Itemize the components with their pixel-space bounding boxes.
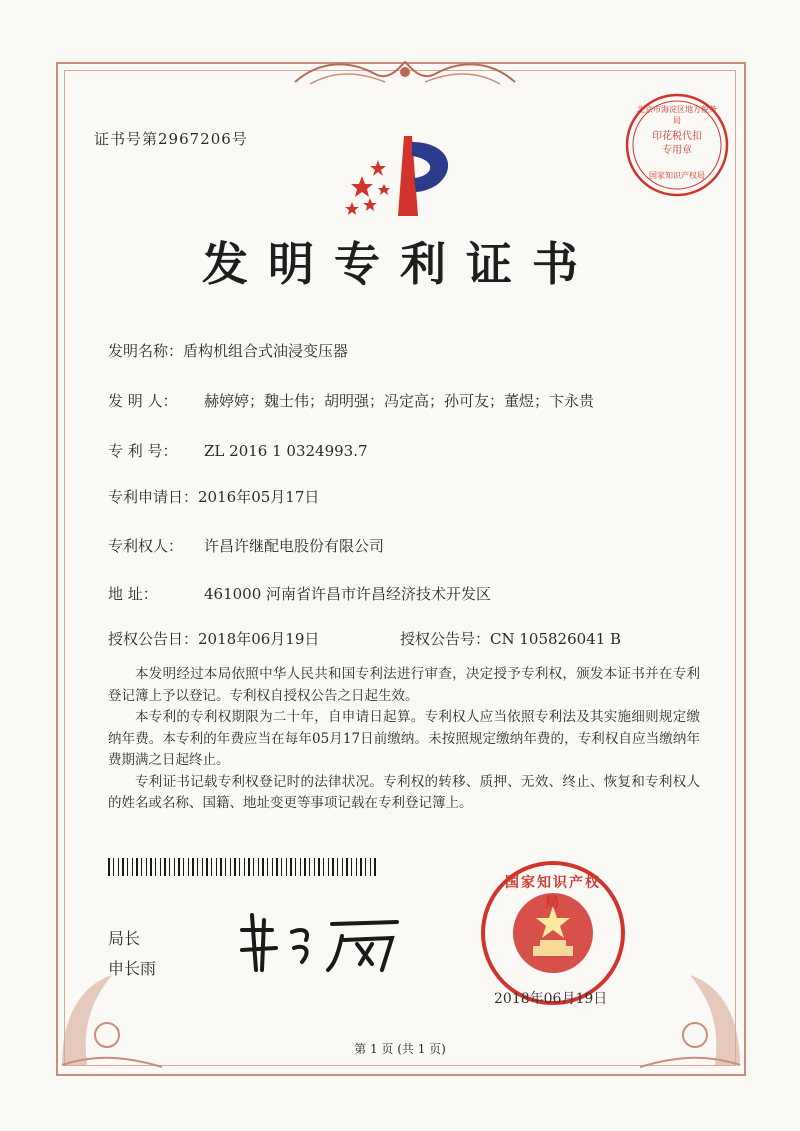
body-text [108, 664, 700, 815]
field-filing-date [108, 486, 319, 507]
barcode-bar [220, 858, 222, 876]
barcode-bar [174, 858, 175, 876]
barcode-bar [225, 858, 226, 876]
field-value: 盾构机组合式油浸变压器 [183, 342, 349, 360]
barcode-bar [262, 858, 264, 876]
barcode-bar [267, 858, 268, 876]
field-patentee [108, 535, 384, 556]
field-value: ZL 2016 1 0324993.7 [204, 442, 368, 460]
barcode-bar [286, 858, 287, 876]
barcode-bar [122, 858, 124, 876]
barcode-bar [150, 858, 152, 876]
cnipa-logo [338, 128, 468, 228]
field-value: 2018年06月19日 [198, 630, 320, 648]
barcode-bar [127, 858, 128, 876]
field-value: 赫婷婷；魏士伟；胡明强；冯定高；孙可友；董煜；卞永贵 [204, 392, 595, 410]
barcode-bar [178, 858, 180, 876]
barcode-bar [370, 858, 371, 876]
paragraph-1: 本发明经过本局依照中华人民共和国专利法进行审查，决定授予专利权，颁发本证书并在专利登记簿上予以登记。专利权自授权公告之日起生效。 [108, 666, 700, 704]
barcode-bar [155, 858, 156, 876]
barcode-bar [141, 858, 142, 876]
field-address [108, 583, 491, 604]
certificate-number: 证书号第2967206号 [94, 130, 248, 148]
barcode-bar [304, 858, 306, 876]
barcode-bar [197, 858, 198, 876]
barcode-bar [300, 858, 301, 876]
handwritten-signature [232, 900, 412, 980]
field-value: 许昌许继配电股份有限公司 [204, 537, 385, 555]
barcode-bar [230, 858, 231, 876]
barcode-bar [314, 858, 315, 876]
barcode-bar [234, 858, 236, 876]
field-invention-name [108, 340, 348, 361]
barcode-bar [328, 858, 329, 876]
tax-seal-bottom-text: 国家知识产权局 [649, 171, 705, 180]
seal-date: 2018年06月19日 [494, 991, 608, 1007]
field-label: 地 址： [108, 585, 158, 603]
barcode-bar [323, 858, 324, 876]
field-label: 授权公告日： [108, 630, 199, 648]
field-label: 专 利 号： [108, 442, 178, 460]
barcode-bar [244, 858, 245, 876]
field-label: 发 明 人： [108, 392, 178, 410]
barcode-bar [113, 858, 114, 876]
barcode-bar [118, 858, 119, 876]
official-seal-text: 国家知识产权局 [505, 875, 601, 911]
top-ornament [290, 56, 520, 92]
signer-name: 申长雨 [108, 959, 157, 978]
barcode-bar [248, 858, 250, 876]
barcode-bar [253, 858, 254, 876]
official-seal [478, 858, 628, 1008]
barcode-bar [281, 858, 282, 876]
barcode-bar [206, 858, 208, 876]
barcode-bar [295, 858, 296, 876]
barcode-bar [342, 858, 343, 876]
field-grant-date [108, 628, 319, 649]
barcode-bar [356, 858, 357, 876]
barcode-bar [290, 858, 292, 876]
barcode-bar [192, 858, 194, 876]
barcode-bar [258, 858, 259, 876]
paragraph-3: 专利证书记载专利权登记时的法律状况。专利权的转移、质押、无效、终止、恢复和专利权人的姓名或名称、国籍、地址变更等事项记载在专利登记簿上。 [108, 773, 700, 811]
barcode-bar [216, 858, 217, 876]
field-inventors [108, 390, 594, 411]
field-value: 461000 河南省许昌市许昌经济技术开发区 [204, 585, 492, 603]
barcode-bar [183, 858, 184, 876]
field-label: 专利权人： [108, 537, 184, 555]
barcode-bar [202, 858, 203, 876]
tax-seal-center-text: 印花税代扣专用章 [652, 131, 702, 156]
barcode [108, 858, 378, 876]
barcode-bar [132, 858, 133, 876]
certificate-title: 发明专利证书 [202, 237, 598, 291]
barcode-bar [276, 858, 278, 876]
barcode-bar [332, 858, 334, 876]
barcode-bar [309, 858, 310, 876]
barcode-bar [360, 858, 362, 876]
barcode-bar [365, 858, 366, 876]
barcode-bar [211, 858, 212, 876]
page-footer: 第 1 页 (共 1 页) [354, 1042, 446, 1056]
barcode-bar [239, 858, 240, 876]
barcode-bar [374, 858, 376, 876]
tax-seal [622, 90, 732, 200]
field-label: 专利申请日： [108, 488, 199, 506]
barcode-bar [146, 858, 147, 876]
field-label: 授权公告号： [400, 630, 491, 648]
barcode-bar [108, 858, 110, 876]
field-value: 2016年05月17日 [198, 488, 320, 506]
signer-position: 局长 [108, 929, 141, 948]
field-grant-number [400, 628, 621, 649]
barcode-bar [351, 858, 352, 876]
barcode-bar [346, 858, 348, 876]
paragraph-2: 本专利的专利权期限为二十年，自申请日起算。专利权人应当依照专利法及其实施细则规定缴纳年费。本专利的年费应当在每年05月17日前缴纳。未按照规定缴纳年费的，专利权自应当缴纳年费期满之日起终止。 [108, 709, 700, 768]
barcode-bar [272, 858, 273, 876]
barcode-bar [169, 858, 170, 876]
field-value: CN 105826041 B [490, 630, 622, 648]
field-label: 发明名称： [108, 342, 184, 360]
barcode-bar [337, 858, 338, 876]
barcode-bar [164, 858, 166, 876]
barcode-bar [136, 858, 138, 876]
tax-seal-ring-text: 北京市海淀区地方税务局 [637, 105, 717, 125]
field-patent-number [108, 440, 368, 461]
barcode-bar [318, 858, 320, 876]
barcode-bar [160, 858, 161, 876]
barcode-bar [188, 858, 189, 876]
